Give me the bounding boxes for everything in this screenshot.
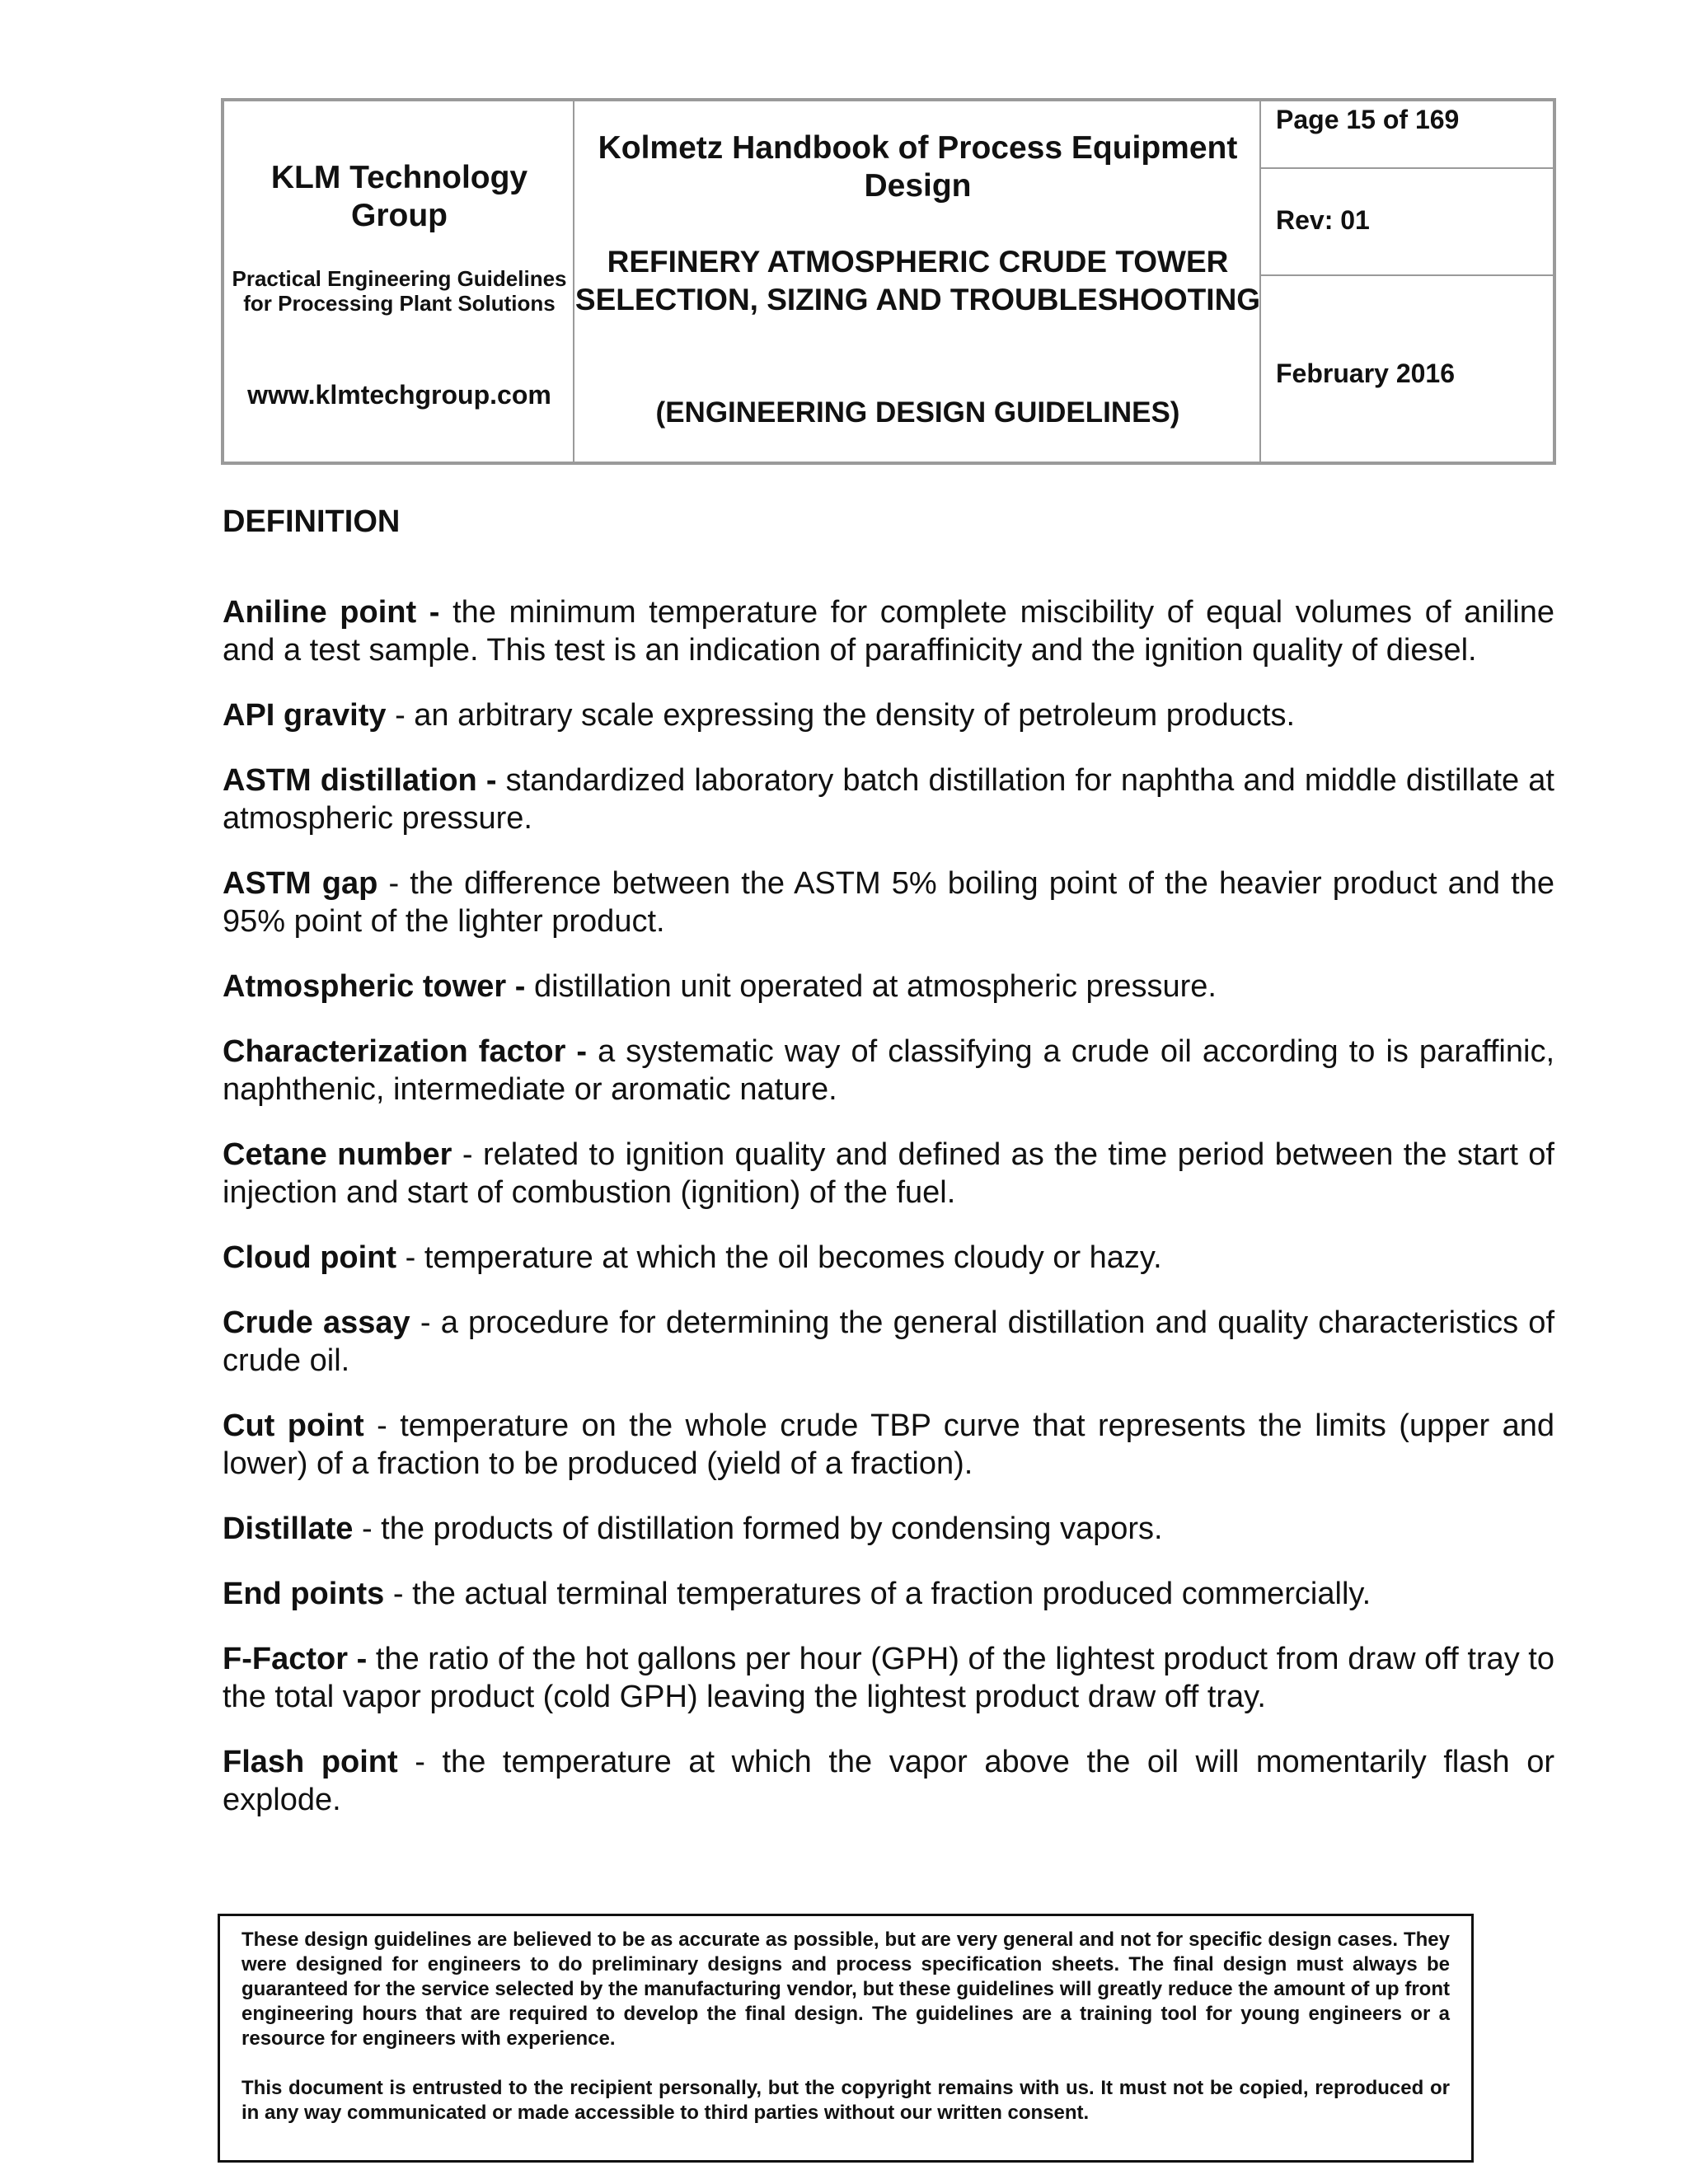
section-title: DEFINITION (223, 504, 401, 539)
definition-text: the ratio of the hot gallons per hour (GPH) of the lightest product from draw off tray to the total vapor product (cold GPH) leaving the lightest product draw off tray. (223, 1642, 1554, 1714)
company-tagline: Practical Engineering Guidelines for Processing Plant Solutions (232, 266, 567, 316)
title-block (574, 101, 1261, 462)
disclaimer-text: These design guidelines are believed to be as accurate as possible, but are very general and not for specific design cases. They were designed for engineers to do preliminary designs and process specification sheets. The final design must always be guaranteed for the service selected by the manufacturing vendor, but these guidelines will greatly reduce the amount of up front engineering hours that are required to develop the final design. The guidelines are a training tool for young engineers or a resource for engineers with experience. (241, 1929, 1450, 2050)
copyright-text: This document is entrusted to the recipient personally, but the copyright remains with us. It must not be copied, reproduced or in any way communicated or made accessible to third parties without our written consent. (241, 2077, 1450, 2124)
definition-term: Flash point (223, 1745, 398, 1779)
document-title: REFINERY ATMOSPHERIC CRUDE TOWER SELECTION, SIZING AND TROUBLESHOOTING (574, 245, 1261, 316)
document-header (221, 98, 1556, 465)
footer-disclaimer-box (218, 1914, 1474, 2163)
definition-item (223, 1239, 1554, 1277)
definition-term: Characterization factor - (223, 1034, 588, 1069)
definition-term: ASTM gap (223, 866, 378, 901)
definition-item (223, 1407, 1554, 1483)
definition-item (223, 762, 1554, 837)
definition-term: Aniline point - (223, 595, 440, 630)
company-block (224, 101, 574, 462)
guideline-type: (ENGINEERING DESIGN GUIDELINES) (655, 396, 1180, 429)
revision: Rev: 01 (1261, 169, 1553, 276)
definition-term: Crude assay (223, 1305, 410, 1340)
definition-text: standardized laboratory batch distillation for naphtha and middle distillate at atmospheric pressure. (223, 763, 1554, 836)
definition-text: - an arbitrary scale expressing the density of petroleum products. (386, 698, 1296, 733)
definition-item (223, 1640, 1554, 1716)
definition-text: - temperature on the whole crude TBP curve that represents the limits (upper and lower) of a fraction to be produced (yield of a fraction). (223, 1408, 1554, 1481)
definition-term: F-Factor - (223, 1642, 368, 1676)
definition-item (223, 696, 1554, 734)
page-number: Page 15 of 169 (1261, 101, 1553, 169)
definition-list (223, 593, 1554, 1846)
definition-item (223, 1304, 1554, 1380)
definition-term: ASTM distillation - (223, 763, 497, 798)
definition-text: - the difference between the ASTM 5% boiling point of the heavier product and the 95% point of the lighter product. (223, 866, 1554, 939)
definition-item (223, 1136, 1554, 1212)
definition-text: - the products of distillation formed by condensing vapors. (353, 1511, 1163, 1546)
definition-term: API gravity (223, 698, 387, 733)
definition-item (223, 593, 1554, 669)
definition-item (223, 1743, 1554, 1819)
definition-term: Cut point (223, 1408, 364, 1443)
definition-text: - a procedure for determining the general distillation and quality characteristics of crude oil. (223, 1305, 1554, 1378)
definition-term: Cloud point (223, 1240, 397, 1275)
definition-text: - the actual terminal temperatures of a fraction produced commercially. (384, 1577, 1372, 1611)
definition-item (223, 1575, 1554, 1613)
company-website: www.klmtechgroup.com (247, 380, 551, 410)
definition-term: Atmospheric tower - (223, 969, 526, 1004)
definition-text: - the temperature at which the vapor above the oil will momentarily flash or explode. (223, 1745, 1555, 1817)
meta-block (1261, 101, 1553, 462)
company-name: KLM Technology Group (270, 160, 528, 233)
definition-text: distillation unit operated at atmospheric pressure. (525, 969, 1217, 1004)
definition-item (223, 968, 1554, 1005)
definition-text: - related to ignition quality and defined as the time period between the start of injection and start of combustion (ignition) of the fuel. (223, 1137, 1554, 1210)
definition-term: Distillate (223, 1511, 354, 1546)
issue-date: February 2016 (1276, 359, 1456, 388)
definition-term: Cetane number (223, 1137, 452, 1172)
definition-text: the minimum temperature for complete miscibility of equal volumes of aniline and a test sample. This test is an indication of paraffinicity and the ignition quality of diesel. (223, 595, 1554, 668)
definition-term: End points (223, 1577, 385, 1611)
definition-item (223, 1510, 1554, 1548)
definition-item (223, 865, 1554, 940)
definition-text: a systematic way of classifying a crude oil according to is paraffinic, naphthenic, intermediate or aromatic nature. (223, 1034, 1554, 1107)
definition-text: - temperature at which the oil becomes cloudy or hazy. (396, 1240, 1162, 1275)
handbook-title: Kolmetz Handbook of Process Equipment Design (598, 130, 1238, 204)
definition-item (223, 1033, 1554, 1108)
